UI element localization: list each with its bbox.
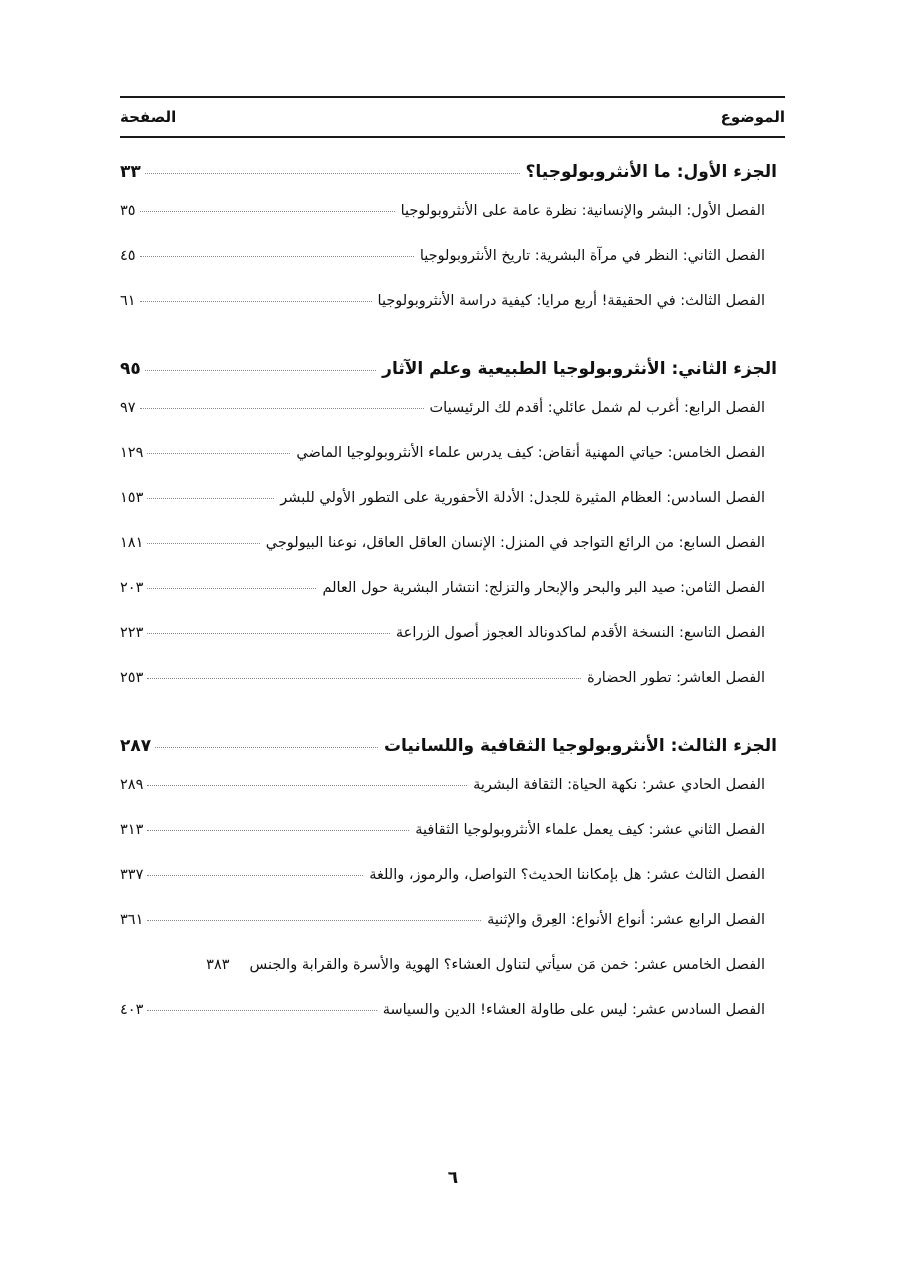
dot-leader [147, 678, 581, 679]
chapter-entry[interactable] [120, 957, 785, 993]
part-title: الجزء الأول: ما الأنثروبولوجيا؟ [525, 162, 777, 182]
chapter-page-number: ٣٣٧ [120, 867, 144, 883]
dot-leader [140, 301, 372, 302]
toc-part [120, 162, 785, 329]
toc-part [120, 359, 785, 706]
page-number: ٦ [447, 1168, 459, 1188]
dot-leader [147, 830, 409, 831]
dot-leader [145, 173, 520, 174]
dot-leader [140, 256, 414, 257]
chapter-page-number: ١٥٣ [120, 490, 144, 506]
page-column-label: الصفحة [120, 108, 177, 126]
part-page-number: ٩٥ [120, 359, 141, 379]
chapter-entry[interactable] [120, 248, 785, 284]
part-entry[interactable] [120, 162, 785, 194]
chapter-title: الفصل الثالث عشر: هل بإمكاننا الحديث؟ التواصل، والرموز، واللغة [369, 867, 765, 883]
topic-column-label: الموضوع [720, 108, 785, 126]
dot-leader [147, 588, 316, 589]
chapter-page-number: ٩٧ [120, 400, 136, 416]
chapter-page-number: ٣١٣ [120, 822, 144, 838]
chapter-page-number: ٣٥ [120, 203, 136, 219]
chapter-entry[interactable] [120, 203, 785, 239]
chapter-title: الفصل الحادي عشر: نكهة الحياة: الثقافة البشرية [473, 777, 765, 793]
chapter-page-number: ١٢٩ [120, 445, 144, 461]
dot-leader [147, 1010, 376, 1011]
chapter-title: الفصل الثاني: النظر في مرآة البشرية: تاريخ الأنثروبولوجيا [419, 248, 765, 264]
chapter-page-number: ٢٥٣ [120, 670, 144, 686]
chapter-entry[interactable] [120, 670, 785, 706]
dot-leader [147, 920, 481, 921]
chapter-title: الفصل الخامس: حياتي المهنية أنقاض: كيف يدرس علماء الأنثروبولوجيا الماضي [296, 445, 765, 461]
part-page-number: ٢٨٧ [120, 736, 152, 756]
part-page-number: ٣٣ [120, 162, 141, 182]
chapter-title: الفصل الثالث: في الحقيقة! أربع مرايا: كيفية دراسة الأنثروبولوجيا [377, 293, 765, 309]
dot-leader [155, 747, 378, 748]
chapter-entry[interactable] [120, 822, 785, 858]
chapter-title: الفصل الثاني عشر: كيف يعمل علماء الأنثروبولوجيا الثقافية [415, 822, 765, 838]
chapter-entry[interactable] [120, 293, 785, 329]
chapter-title: الفصل الأول: البشر والإنسانية: نظرة عامة على الأنثروبولوجيا [400, 203, 765, 219]
dot-leader [147, 875, 363, 876]
chapter-title: الفصل السادس عشر: ليس على طاولة العشاء! الدين والسياسة [382, 1002, 765, 1018]
chapter-entry[interactable] [120, 1002, 785, 1038]
chapter-page-number: ٤٠٣ [120, 1002, 144, 1018]
part-title: الجزء الثاني: الأنثروبولوجيا الطبيعية وعلم الآثار [382, 359, 777, 379]
chapter-entry[interactable] [120, 912, 785, 948]
chapter-title: الفصل الرابع عشر: أنواع الأنواع: العِرق والإثنية [487, 912, 765, 928]
part-entry[interactable] [120, 359, 785, 391]
chapter-entry[interactable] [120, 535, 785, 571]
toc-part [120, 736, 785, 1038]
part-title: الجزء الثالث: الأنثروبولوجيا الثقافية واللسانيات [383, 736, 777, 756]
chapter-page-number: ٣٨٣ [206, 957, 230, 973]
dot-leader [145, 370, 376, 371]
chapter-entry[interactable] [120, 580, 785, 616]
dot-leader [147, 633, 390, 634]
chapter-entry[interactable] [120, 490, 785, 526]
chapter-title: الفصل التاسع: النسخة الأقدم لماكدونالد العجوز أصول الزراعة [395, 625, 765, 641]
chapter-entry[interactable] [120, 867, 785, 903]
chapter-entry[interactable] [120, 777, 785, 813]
dot-leader [147, 543, 259, 544]
chapter-page-number: ٦١ [120, 293, 136, 309]
chapter-page-number: ٤٥ [120, 248, 136, 264]
chapter-page-number: ٢٢٣ [120, 625, 144, 641]
dot-leader [140, 211, 395, 212]
chapter-entry[interactable] [120, 625, 785, 661]
chapter-title: الفصل الخامس عشر: خمن مَن سيأتي لتناول العشاء؟ الهوية والأسرة والقرابة والجنس [249, 957, 765, 973]
chapter-title: الفصل الرابع: أغرب لم شمل عائلي: أقدم لك الرئيسيات [429, 400, 765, 416]
toc-header [120, 96, 785, 138]
chapter-title: الفصل السابع: من الرائع التواجد في المنزل: الإنسان العاقل العاقل، نوعنا البيولوجي [265, 535, 765, 551]
chapter-page-number: ٣٦١ [120, 912, 144, 928]
chapter-title: الفصل الثامن: صيد البر والبحر والإبحار والتزلج: انتشار البشرية حول العالم [322, 580, 765, 596]
dot-leader [147, 785, 467, 786]
part-entry[interactable] [120, 736, 785, 768]
table-of-contents [120, 96, 785, 1038]
dot-leader [140, 408, 424, 409]
chapter-title: الفصل السادس: العظام المثيرة للجدل: الأدلة الأحفورية على التطور الأولي للبشر [280, 490, 765, 506]
dot-leader [147, 453, 290, 454]
chapter-entry[interactable] [120, 400, 785, 436]
chapter-entry[interactable] [120, 445, 785, 481]
dot-leader [147, 498, 274, 499]
chapter-page-number: ٢٠٣ [120, 580, 144, 596]
chapter-title: الفصل العاشر: تطور الحضارة [587, 670, 765, 686]
chapter-page-number: ٢٨٩ [120, 777, 144, 793]
chapter-page-number: ١٨١ [120, 535, 144, 551]
